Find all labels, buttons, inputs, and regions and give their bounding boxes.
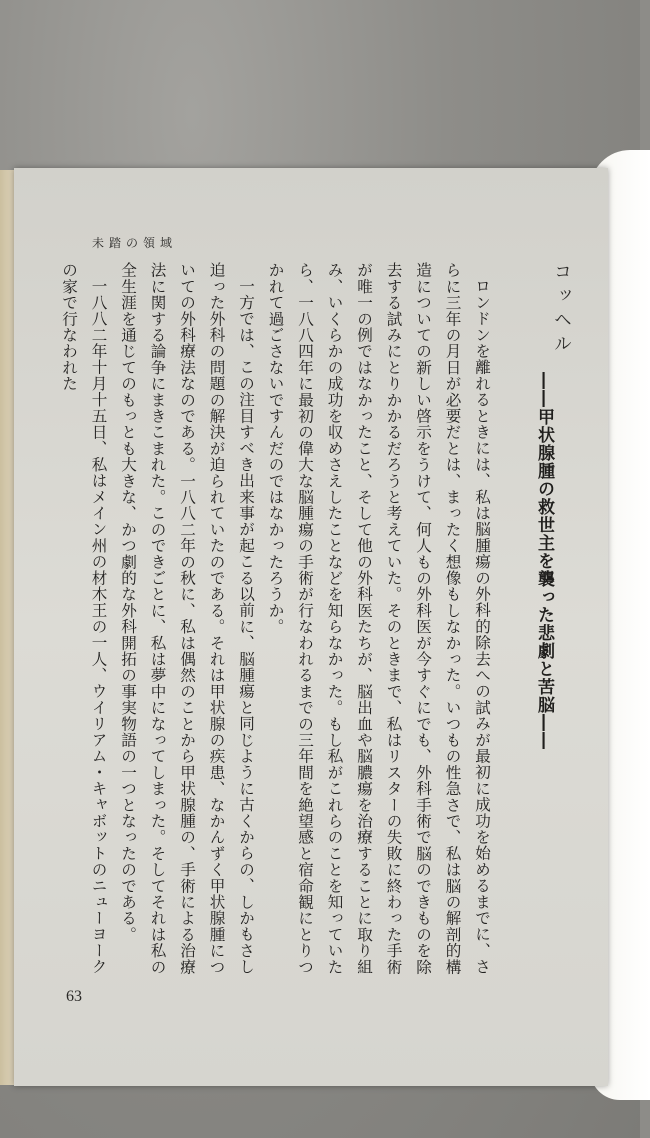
chapter-title: コッヘル bbox=[551, 262, 572, 358]
paragraph: 一方では、この注目すべき出来事が起こる以前に、脳腫瘍と同じように古くからの、しかもさし迫った外科の問題の解決が迫られていたのである。それは甲状腺の疾患、なかんずく甲状腺腫についての外科療法なのである。一八八二年の秋に、私は偶然のことから甲状腺腫の、手術による治療法に関する論争にまきこまれた。このできごとに、私は夢中になってしまった。そしてそれは私の全生涯を通じてのもっとも大きな、かつ劇的な外科開拓の事実物語の一つとなったのである。 bbox=[119, 262, 255, 975]
paragraph: ロンドンを離れるときには、私は脳腫瘍の外科的除去への試みが最初に成功を始めるまでに、さらに三年の月日が必要だとは、まったく想像もしなかった。いつもの性急さで、私は脳の解剖的構造についての新しい啓示をうけて、何人もの外科医が今すぐにでも、外科手術で脳のできものを除去する試みにとりかかるだろうと考えていた。そのときまで、私はリスターの失敗に終わった手術が唯一の例ではなかったこと、そして他の外科医たちが、脳出血や脳膿瘍を治療することに取り組み、いくらかの成功を収めさえしたことなどを知らなかった。もし私がこれらのことを知っていたら、一八八四年に最初の偉大な脳腫瘍の手術が行なわれるまでの三年間を絶望感と宿命観にとりつかれて過ごさないですんだのではなかったろうか。 bbox=[266, 262, 491, 975]
chapter-subtitle: ――甲状腺腫の救世主を襲った悲劇と苦脳―― bbox=[534, 372, 554, 750]
page-number: 63 bbox=[66, 988, 82, 1005]
body-text bbox=[60, 262, 496, 982]
paragraph: 一八八二年十月十五日、私はメイン州の材木王の一人、ウイリアム・キャボットのニューヨークの家で行なわれた bbox=[60, 262, 108, 975]
running-head: 未踏の領域 bbox=[92, 236, 178, 250]
